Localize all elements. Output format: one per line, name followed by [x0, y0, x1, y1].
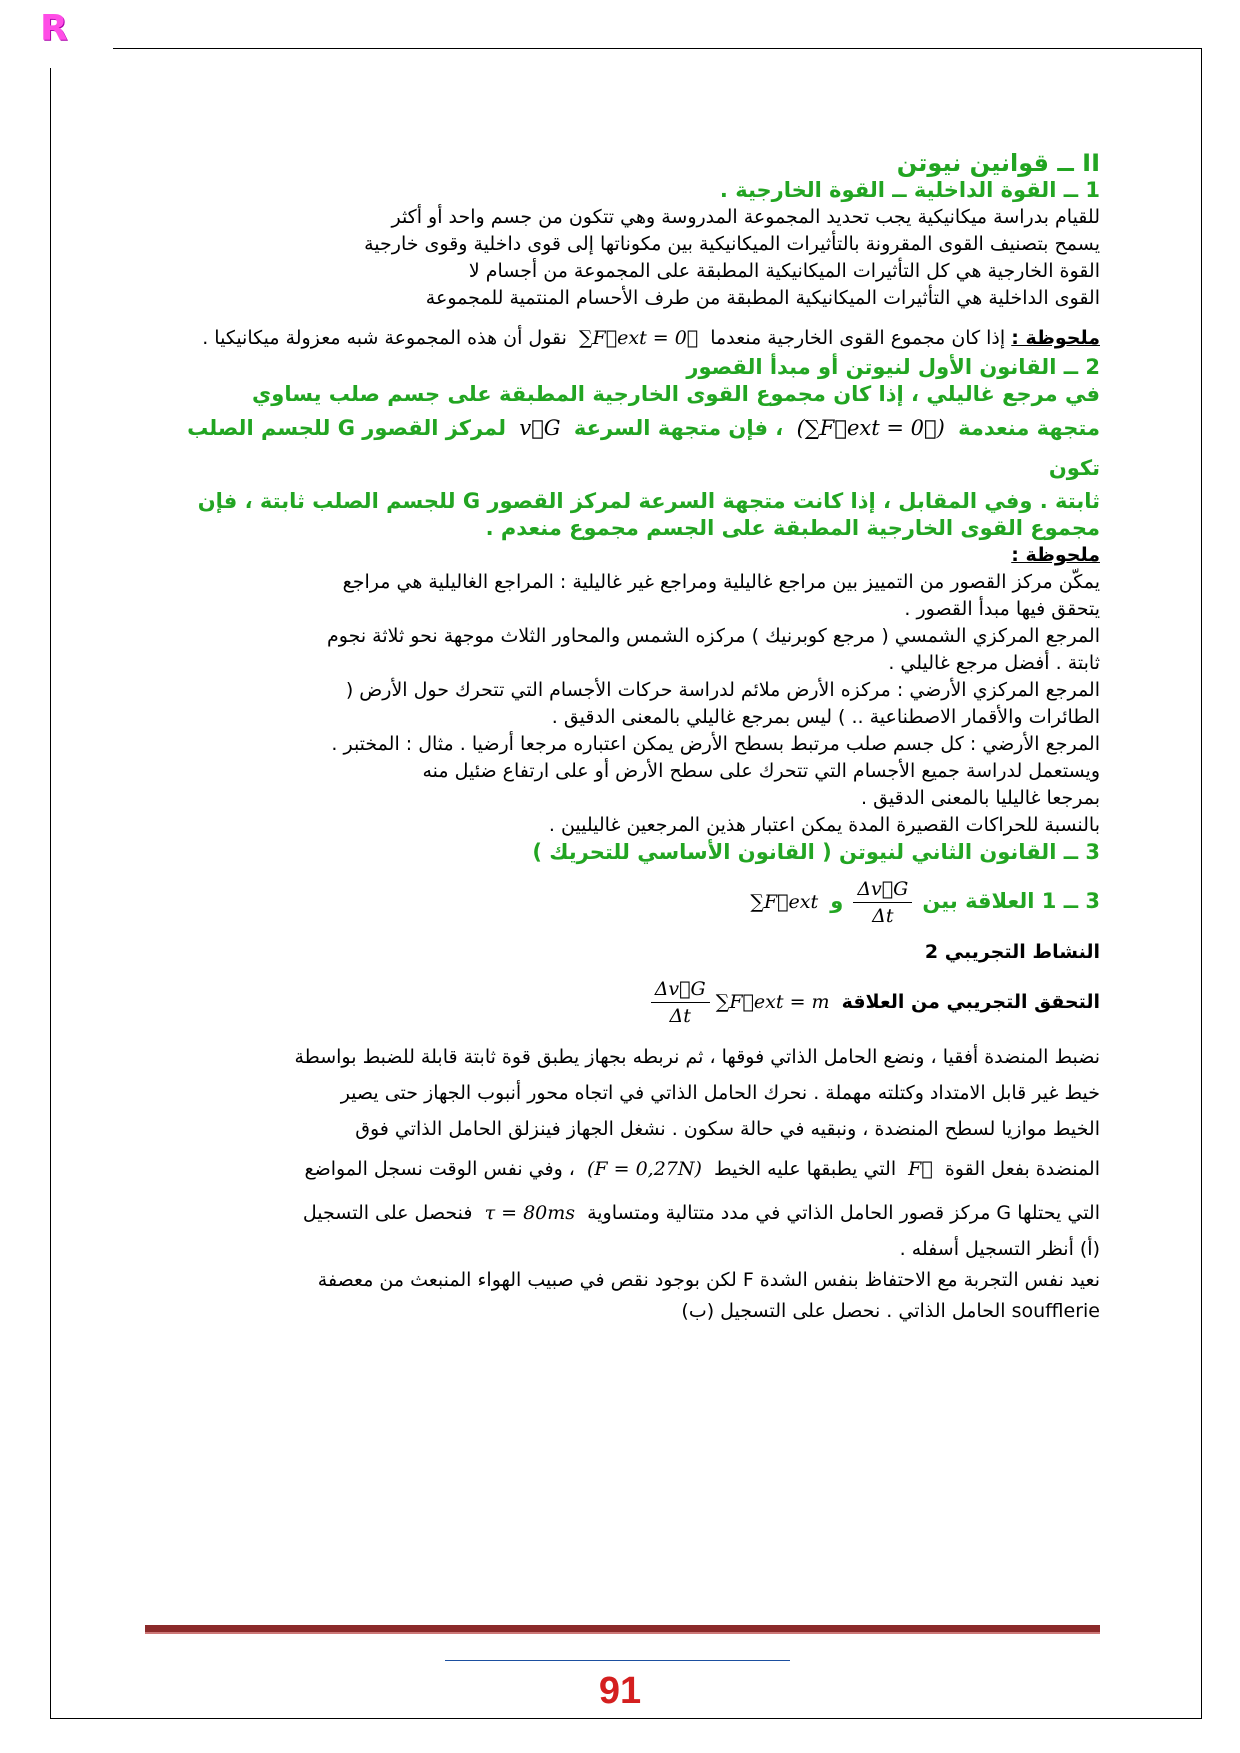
para-line: نضبط المنضدة أفقيا ، ونضع الحامل الذاتي فوقها ، ثم نربطه بجهاز يطبق قوة ثابتة قابلة للضبط بواسطة	[294, 1046, 1100, 1068]
sum-forces-formula: ∑F⃗ext = 0⃗	[578, 327, 699, 349]
subsection-3-title: 3 ــ القانون الثاني لنيوتن ( القانون الأساسي للتحريك )	[532, 840, 1100, 864]
fraction-denominator: Δt	[669, 1005, 691, 1027]
para-line5a: التي يحتلها G مركز قصور الحامل الذاتي في مدد متتالية ومتساوية	[587, 1202, 1100, 1224]
and-word: و	[830, 889, 844, 913]
law1-line2c: لمركز القصور G للجسم الصلب تكون	[187, 416, 1100, 480]
newton-law-fraction	[651, 976, 710, 1029]
note2-line: ثابتة . أفضل مرجع غاليلي .	[888, 652, 1100, 674]
sub1-line: القوة الخارجية هي كل التأثيرات الميكانيكية المطبقة على المجموعة من أجسام لا	[468, 260, 1100, 282]
law1-line4: مجموع القوى الخارجية المطبقة على الجسم مجموع منعدم .	[485, 516, 1100, 540]
note-1	[152, 322, 1100, 354]
right-border	[1201, 48, 1202, 1718]
para-line4a: المنضدة بفعل القوة	[944, 1158, 1100, 1180]
fraction-numerator: Δv⃗G	[853, 876, 912, 903]
newton-law-left: ∑F⃗ext = m	[715, 991, 830, 1013]
time-interval: τ = 80ms	[484, 1202, 576, 1224]
section-title: II ــ قوانين نيوتن	[896, 149, 1100, 177]
para-line: خيط غير قابل الامتداد وكتلته مهملة . نحرك الحامل الذاتي في اتجاه محور أنبوب الجهاز حتى يصير	[340, 1082, 1100, 1104]
sum-forces: ∑F⃗ext	[750, 891, 819, 913]
bottom-border	[50, 1718, 1202, 1719]
para-line-5	[152, 1191, 1100, 1235]
note2-line: المرجع الأرضي : كل جسم صلب مرتبط بسطح الأرض يمكن اعتباره مرجعا أرضيا . مثال : المختبر .	[331, 733, 1100, 755]
sub1-line: للقيام بدراسة ميكانيكية يجب تحديد المجموعة المدروسة وهي تتكون من جسم واحد أو أكثر	[391, 206, 1100, 228]
law1-line1: في مرجع غاليلي ، إذا كان مجموع القوى الخارجية المطبقة على جسم صلب يساوي	[252, 382, 1100, 406]
para-line4c: ، وفي نفس الوقت نسجل المواضع	[304, 1158, 575, 1180]
law1-line2a: متجهة منعدمة	[958, 416, 1100, 440]
para-line5b: فنحصل على التسجيل	[302, 1202, 473, 1224]
subsection-3-1-title: 3 ــ 1 العلاقة بين	[922, 889, 1100, 913]
para-line: نعيد نفس التجربة مع الاحتفاظ بنفس الشدة F لكن بوجود نقص في صبيب الهواء المنبعث من معصفة	[317, 1269, 1100, 1291]
para-line: soufflerie الحامل الذاتي . نحصل على التسجيل (ب)	[681, 1300, 1100, 1322]
fraction-numerator: Δv⃗G	[651, 976, 710, 1003]
force-value: (F = 0,27N)	[586, 1158, 702, 1180]
law1-line3: ثابتة . وفي المقابل ، إذا كانت متجهة السرعة لمركز القصور G للجسم الصلب ثابتة ، فإن	[197, 489, 1100, 513]
para-line: (أ) أنظر التسجيل أسفله .	[899, 1238, 1100, 1260]
law1-line2b: ، فإن متجهة السرعة	[573, 416, 784, 440]
note2-line: ويستعمل لدراسة جميع الأجسام التي تتحرك على سطح الأرض أو على ارتفاع ضئيل منه	[422, 760, 1100, 782]
para-line: الخيط موازيا لسطح المنضدة ، ونبقيه في حالة سكون . نشغل الجهاز فينزلق الحامل الذاتي فوق	[355, 1118, 1100, 1140]
note-1-label: ملحوظة :	[1011, 327, 1100, 349]
left-border	[50, 68, 51, 1718]
velocity-fraction	[853, 876, 912, 929]
law1-line2	[152, 408, 1100, 488]
page-content	[152, 150, 1100, 1325]
experiment-paragraph	[152, 1039, 1100, 1325]
page-number: 91	[598, 1670, 642, 1712]
note2-line: الطائرات والأقمار الاصطناعية .. ) ليس بمرجع غاليلي بالمعنى الدقيق .	[551, 706, 1100, 728]
force-F: F⃗	[908, 1158, 933, 1180]
sum-zero-formula: (∑F⃗ext = 0⃗)	[796, 416, 945, 440]
para-line4b: التي يطبقها عليه الخيط	[713, 1158, 897, 1180]
logo: R	[40, 8, 68, 49]
verify-line	[152, 976, 1100, 1029]
verify-title: التحقق التجريبي من العلاقة	[841, 991, 1100, 1013]
subsection-1-title: 1 ــ القوة الداخلية ــ القوة الخارجية .	[719, 178, 1100, 202]
subsection-2-title: 2 ــ القانون الأول لنيوتن أو مبدأ القصور	[686, 355, 1100, 379]
note2-line: بمرجعا غاليليا بالمعنى الدقيق .	[860, 787, 1100, 809]
sub1-line: يسمح بتصنيف القوى المقرونة بالتأثيرات الميكانيكية بين مكوناتها إلى قوى داخلية وقوى خارجية	[364, 233, 1100, 255]
note2-line: المرجع المركزي الأرضي : مركزه الأرض ملائم لدراسة حركات الأجسام التي تتحرك حول الأرض (	[345, 679, 1100, 701]
note2-line: يتحقق فيها مبدأ القصور .	[904, 598, 1100, 620]
note2-line: يمكّن مركز القصور من التمييز بين مراجع غاليلية ومراجع غير غاليلية : المراجع الغاليلية هي مراجع	[342, 571, 1100, 593]
velocity-vector: v⃗G	[519, 416, 561, 440]
sub1-line: القوى الداخلية هي التأثيرات الميكانيكية المطبقة من طرف الأحسام المنتمية للمجموعة	[425, 287, 1100, 309]
para-line-4	[152, 1147, 1100, 1191]
note2-line: بالنسبة للحراكات القصيرة المدة يمكن اعتبار هذين المرجعين غاليليين .	[548, 814, 1100, 836]
note-1-text-before: إذا كان مجموع القوى الخارجية منعدما	[710, 327, 1006, 349]
footer-bar	[145, 1625, 1100, 1634]
footer-line	[445, 1660, 790, 1661]
note-2-label: ملحوظة :	[1011, 544, 1100, 566]
note-1-text-after: نقول أن هذه المجموعة شبه معزولة ميكانيكيا .	[202, 327, 567, 349]
activity-title: النشاط التجريبي 2	[924, 941, 1100, 963]
note2-line: المرجع المركزي الشمسي ( مرجع كوبرنيك ) مركزه الشمس والمحاور الثلاث موجهة نحو ثلاثة نجوم	[327, 625, 1100, 647]
subsection-3-1	[152, 876, 1100, 929]
fraction-denominator: Δt	[872, 905, 894, 927]
top-rule	[113, 48, 1202, 49]
